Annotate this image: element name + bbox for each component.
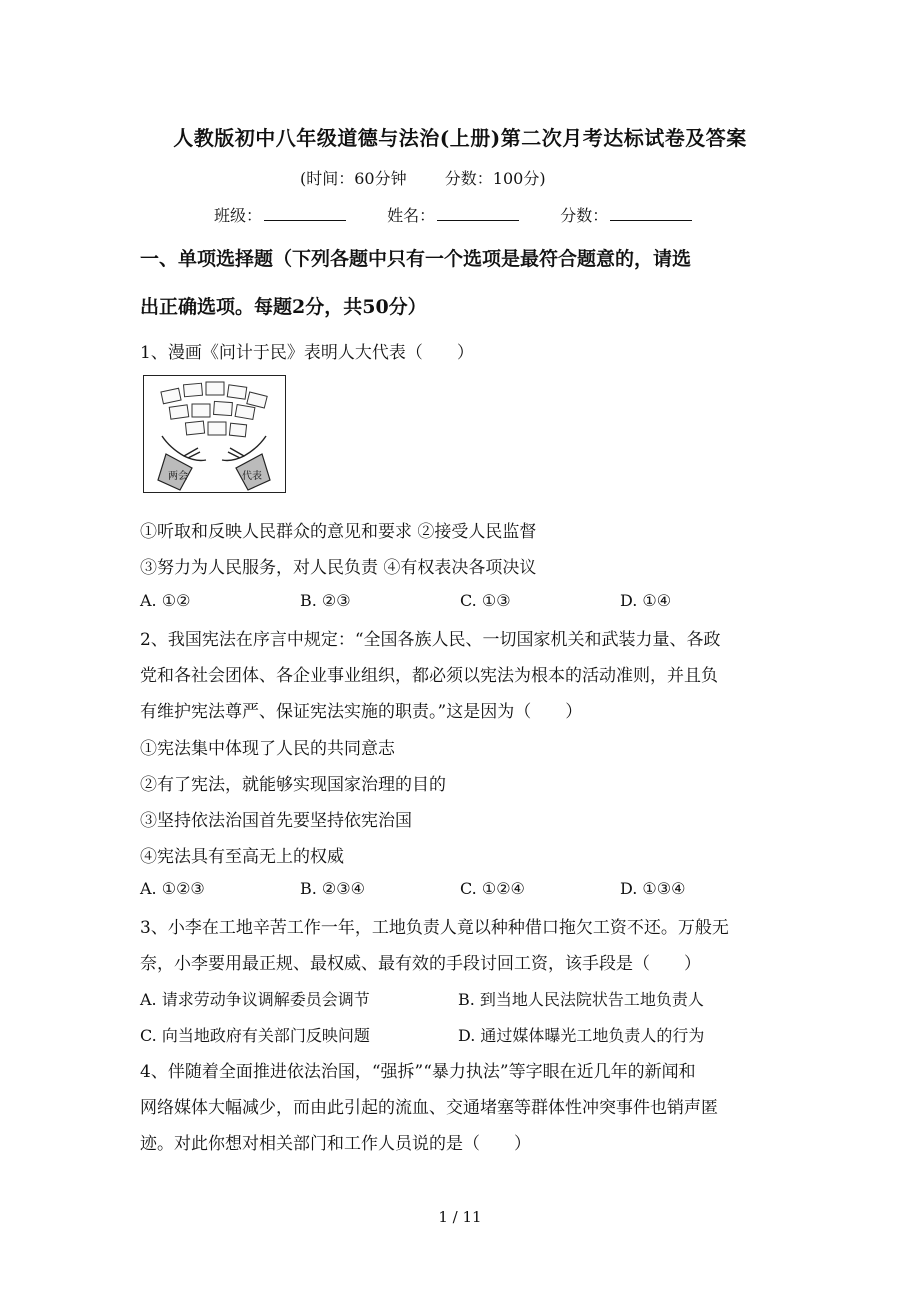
exam-total-score: 分数：100分) bbox=[444, 169, 546, 188]
q3-option-a[interactable]: A. 请求劳动争议调解委员会调节 bbox=[140, 990, 370, 1009]
cartoon-drawing bbox=[144, 376, 284, 491]
q3-stem-line1: 3、小李在工地辛苦工作一年，工地负责人竟以种种借口拖欠工资不还。万般无 bbox=[140, 918, 729, 938]
name-label: 姓名： bbox=[387, 206, 436, 225]
student-info bbox=[214, 203, 728, 226]
sleeve-left-label: 两会 bbox=[168, 471, 188, 482]
exam-meta bbox=[300, 166, 546, 189]
q1-option-d[interactable]: D. ①④ bbox=[620, 591, 672, 610]
q1-option-b[interactable]: B. ②③ bbox=[300, 591, 351, 610]
q2-statement-4: ④宪法具有至高无上的权威 bbox=[140, 847, 344, 867]
q1-option-c[interactable]: C. ①③ bbox=[460, 591, 511, 610]
q2-option-b[interactable]: B. ②③④ bbox=[300, 879, 365, 898]
q4-stem-line1: 4、伴随着全面推进依法治国，“强拆”“暴力执法”等字眼在近几年的新闻和 bbox=[140, 1062, 696, 1082]
q1-stem: 1、漫画《问计于民》表明人大代表（ ） bbox=[140, 343, 474, 363]
score-blank[interactable] bbox=[610, 206, 692, 221]
q3-option-b[interactable]: B. 到当地人民法院状告工地负责人 bbox=[458, 990, 704, 1009]
q1-option-a[interactable]: A. ①② bbox=[140, 591, 191, 610]
page-title: 人教版初中八年级道德与法治(上册)第二次月考达标试卷及答案 bbox=[173, 126, 747, 150]
class-field[interactable] bbox=[214, 203, 346, 226]
sleeve-right-label: 代表 bbox=[242, 471, 262, 482]
q3-option-d[interactable]: D. 通过媒体曝光工地负责人的行为 bbox=[458, 1026, 705, 1045]
exam-time: (时间：60分钟 bbox=[300, 169, 407, 188]
class-blank[interactable] bbox=[264, 206, 346, 221]
q2-statement-3: ③坚持依法治国首先要坚持依宪治国 bbox=[140, 811, 412, 831]
score-label: 分数： bbox=[560, 206, 609, 225]
section-heading-line1: 一、单项选择题（下列各题中只有一个选项是最符合题意的，请选 bbox=[140, 248, 692, 270]
section-heading-line2: 出正确选项。每题2分，共50分） bbox=[140, 296, 427, 318]
q2-statement-1: ①宪法集中体现了人民的共同意志 bbox=[140, 739, 395, 759]
name-blank[interactable] bbox=[437, 206, 519, 221]
q4-stem-line2: 网络媒体大幅减少，而由此引起的流血、交通堵塞等群体性冲突事件也销声匿 bbox=[140, 1098, 718, 1118]
q3-stem-line2: 奈，小李要用最正规、最权威、最有效的手段讨回工资，该手段是（ ） bbox=[140, 954, 701, 974]
q2-stem-line3: 有维护宪法尊严、保证宪法实施的职责。”这是因为（ ） bbox=[140, 702, 583, 722]
q2-option-a[interactable]: A. ①②③ bbox=[140, 879, 205, 898]
q1-cartoon-image bbox=[143, 375, 286, 493]
q1-statement-1: ①听取和反映人民群众的意见和要求 ②接受人民监督 bbox=[140, 522, 537, 542]
q2-statement-2: ②有了宪法，就能够实现国家治理的目的 bbox=[140, 775, 446, 795]
page-number: 1 / 11 bbox=[438, 1208, 482, 1226]
q2-stem-line1: 2、我国宪法在序言中规定：“全国各族人民、一切国家机关和武装力量、各政 bbox=[140, 630, 721, 650]
q1-statement-2: ③努力为人民服务，对人民负责 ④有权表决各项决议 bbox=[140, 558, 537, 578]
score-field[interactable] bbox=[560, 203, 692, 226]
q2-stem-line2: 党和各社会团体、各企业事业组织，都必须以宪法为根本的活动准则，并且负 bbox=[140, 666, 718, 686]
class-label: 班级： bbox=[214, 206, 263, 225]
q3-option-c[interactable]: C. 向当地政府有关部门反映问题 bbox=[140, 1026, 370, 1045]
q4-stem-line3: 迹。对此你想对相关部门和工作人员说的是（ ） bbox=[140, 1134, 531, 1154]
name-field[interactable] bbox=[387, 203, 519, 226]
q2-option-c[interactable]: C. ①②④ bbox=[460, 879, 525, 898]
q2-option-d[interactable]: D. ①③④ bbox=[620, 879, 686, 898]
